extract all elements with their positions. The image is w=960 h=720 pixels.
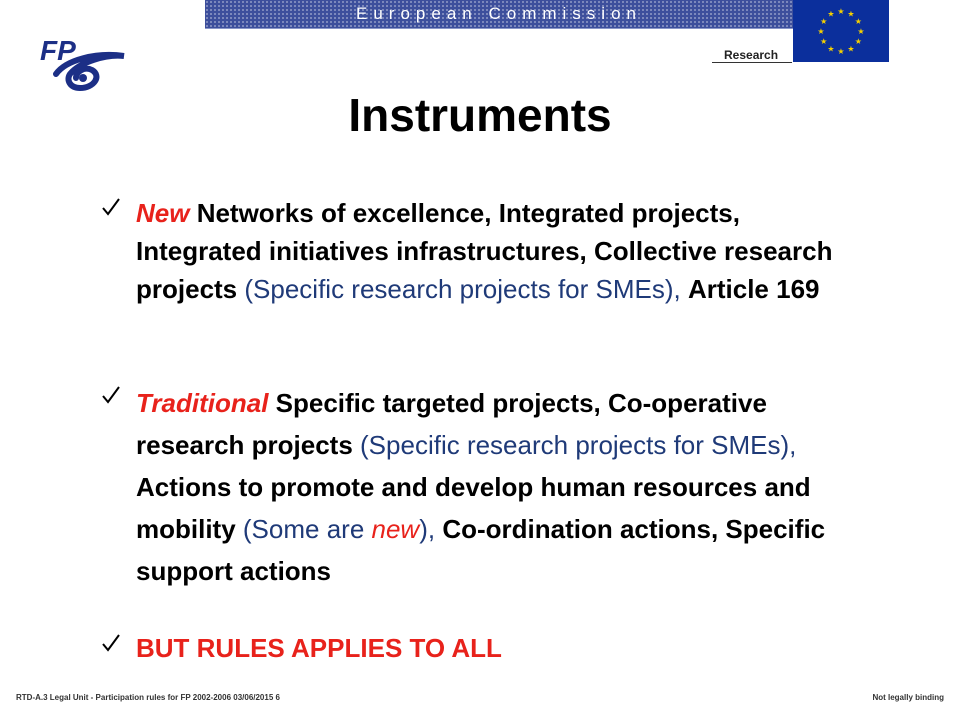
star-icon: ★ [854, 37, 862, 46]
star-icon: ★ [847, 9, 855, 19]
star-icon: ★ [847, 44, 855, 54]
ec-header-text: European Commission [356, 4, 642, 23]
star-icon: ★ [827, 9, 835, 19]
star-icon: ★ [820, 37, 828, 46]
page-title: Instruments [348, 89, 612, 141]
eu-flag-icon [793, 0, 889, 62]
item-label-rules: BUT RULES APPLIES TO ALL [136, 633, 502, 663]
star-icon: ★ [854, 17, 862, 26]
star-icon: ★ [827, 44, 835, 54]
star-icon: ★ [817, 27, 825, 36]
item-text-new: new [371, 514, 420, 544]
item-text-normal: (Some are [235, 514, 372, 544]
list-item-traditional-instruments [100, 382, 860, 592]
ec-header-band [205, 0, 793, 28]
star-icon: ★ [857, 27, 865, 36]
item-text-bold: Networks of excellence, Integrated projects, Integrated initiatives infrastructures, Collective research projects [136, 198, 833, 304]
item-text [136, 194, 860, 308]
item-text [136, 630, 860, 666]
footer-left: RTD-A.3 Legal Unit - Participation rules for FP 2002-2006 03/06/2015 6 [16, 693, 280, 702]
item-label-traditional: Traditional [136, 388, 269, 418]
item-text-normal: ), [419, 514, 443, 544]
item-text-bold: Co-ordination actions, Specific support actions [136, 514, 826, 586]
fp6-logo [36, 30, 136, 94]
item-text-bold: Specific targeted projects, Co-operative research projects [136, 388, 767, 460]
item-text-normal: (Specific research projects for SMEs), [352, 430, 797, 460]
svg-text:FP: FP [40, 35, 76, 66]
list-item-new-instruments [100, 194, 860, 308]
footer-right: Not legally binding [872, 693, 944, 702]
item-label-new: New [136, 198, 190, 228]
item-text-normal: (Specific research projects for SMEs), [237, 274, 688, 304]
check-icon [100, 632, 122, 654]
check-icon [100, 196, 122, 218]
item-text [136, 382, 860, 592]
check-icon [100, 384, 122, 406]
star-icon: ★ [820, 17, 828, 26]
research-label: Research [724, 48, 779, 62]
item-text-bold: Article 169 [687, 274, 820, 304]
star-icon: ★ [837, 7, 845, 16]
star-icon: ★ [837, 47, 845, 56]
list-item-rules [100, 630, 860, 666]
item-text-bold: Actions to promote and develop human resources and mobility [136, 472, 811, 544]
research-underline [712, 62, 792, 63]
header-divider [205, 28, 793, 29]
